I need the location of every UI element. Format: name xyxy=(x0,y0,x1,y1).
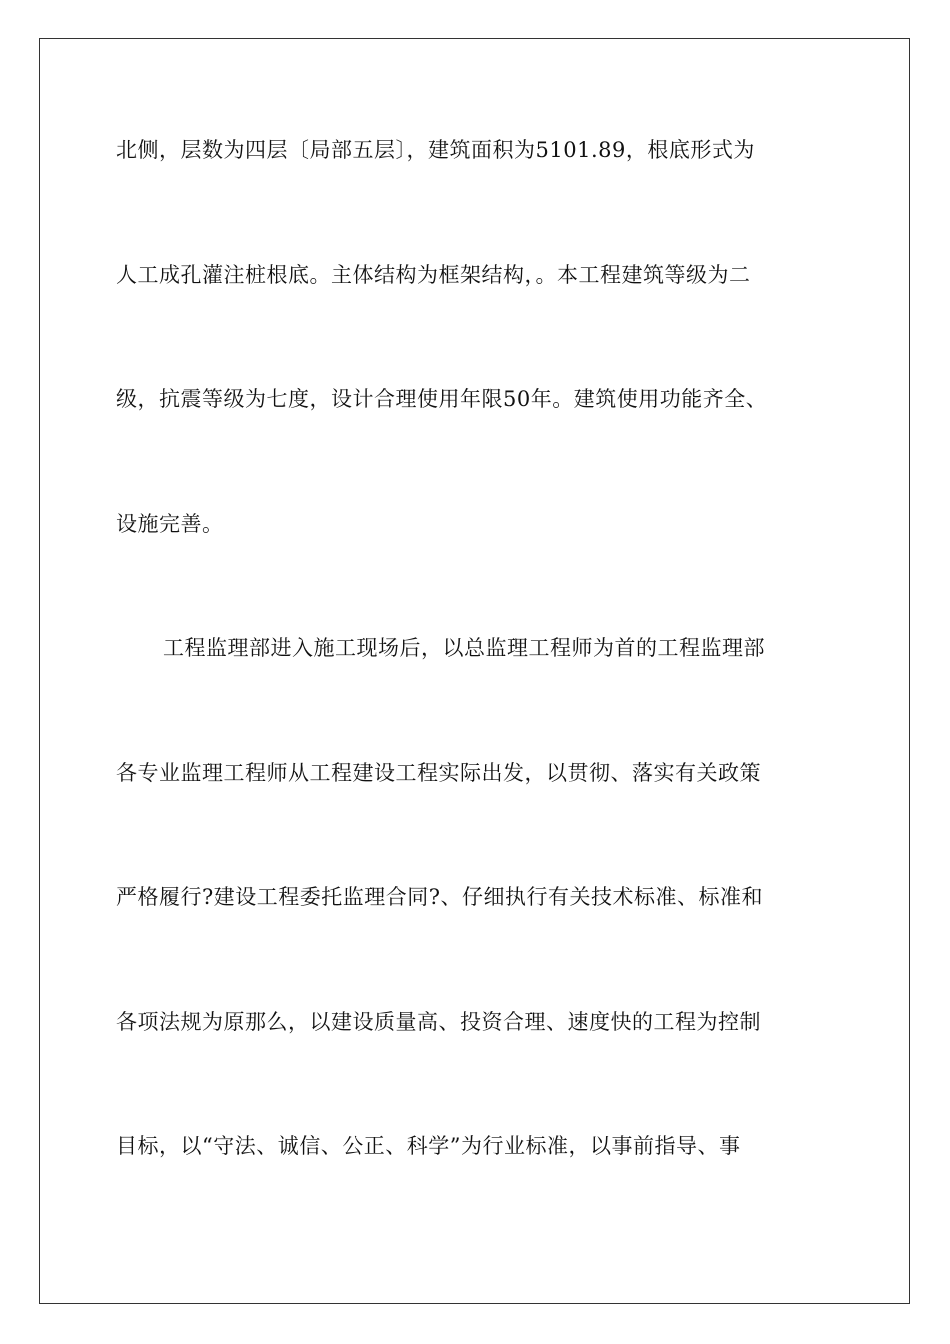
paragraph-start-line: 工程监理部进入施工现场后，以总监理工程师为首的工程监理部 xyxy=(163,636,765,660)
text-line-4: 设施完善。 xyxy=(116,512,224,536)
text-line-1: 北侧，层数为四层〔局部五层〕，建筑面积为5101.89，根底形式为 xyxy=(116,138,755,162)
text-line-6: 各专业监理工程师从工程建设工程实际出发，以贯彻、落实有关政策 xyxy=(116,761,761,785)
page-border xyxy=(39,38,910,1304)
text-line-2: 人工成孔灌注桩根底。主体结构为框架结构，。本工程建筑等级为二 xyxy=(116,263,751,287)
text-line-9: 目标，以“守法、诚信、公正、科学”为行业标准，以事前指导、事 xyxy=(116,1134,741,1158)
text-line-8: 各项法规为原那么，以建设质量高、投资合理、速度快的工程为控制 xyxy=(116,1010,761,1034)
text-line-3: 级，抗震等级为七度，设计合理使用年限50年。建筑使用功能齐全、 xyxy=(116,387,768,411)
text-line-7: 严格履行?建设工程委托监理合同?、仔细执行有关技术标准、标准和 xyxy=(116,885,764,909)
